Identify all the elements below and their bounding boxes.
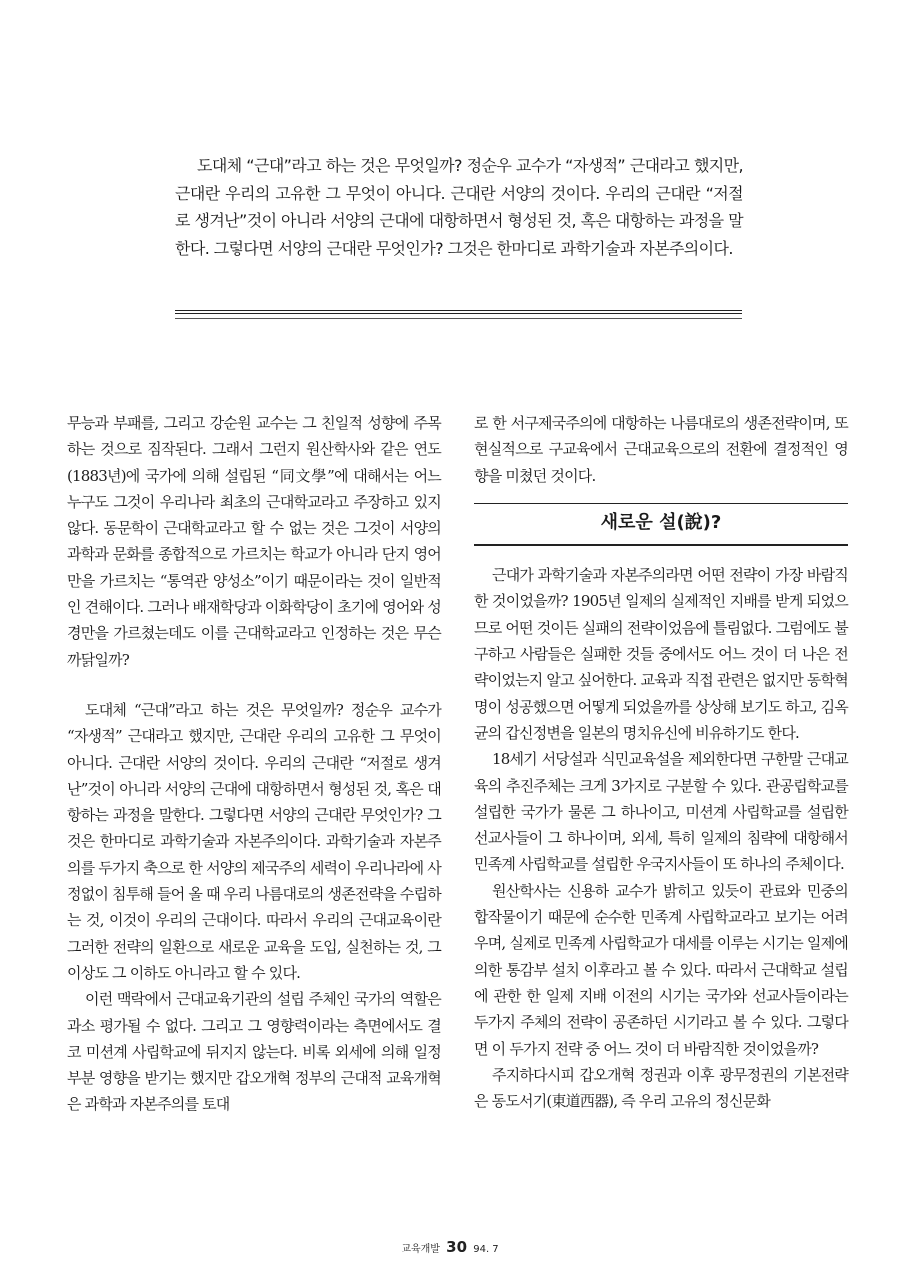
pull-quote-rule-thin	[175, 318, 742, 319]
left-column	[67, 410, 441, 1118]
left-paragraph-2: 도대체 “근대”라고 하는 것은 무엇일까? 정순우 교수가 “자생적” 근대라고 했지만, 근대란 우리의 고유한 그 무엇이 아니다. 근대란 서양의 것이다. 우리의 근대란 “저절로 생겨난”것이 아니라 서양의 근대에 대항하면서 형성된 것, 혹은 대항하는 과정을 말한다. 그렇다면 서양의 근대란 무엇인가? 그것은 한마디로 과학기술과 자본주의이다. 과학기술과 자본주의를 두가지 축으로 한 서양의 제국주의 세력이 우리나라에 사정없이 침투해 들어 올 때 우리 나름대로의 생존전략을 수립하는 것, 이것이 우리의 근대이다. 따라서 우리의 근대교육이란 그러한 전략의 일환으로 새로운 교육을 도입, 실천하는 것, 그 이상도 그 이하도 아니라고 할 수 있다.	[67, 700, 441, 982]
pull-quote-text: 도대체 “근대”라고 하는 것은 무엇일까? 정순우 교수가 “자생적” 근대라고 했지만, 근대란 우리의 고유한 그 무엇이 아니다. 근대란 서양의 것이다. 우리의 근대란 “저절로 생겨난”것이 아니라 서양의 근대에 대항하면서 형성된 것, 혹은 대항하는 과정을 말한다. 그렇다면 서양의 근대란 무엇인가? 그것은 한마디로 과학기술과 자본주의이다.	[175, 156, 743, 258]
page-footer	[0, 1238, 900, 1256]
left-paragraph-1: 무능과 부패를, 그리고 강순원 교수는 그 친일적 성향에 주목하는 것으로 짐작된다. 그래서 그런지 원산학사와 같은 연도(1883년)에 국가에 의해 설립된 “同文學”에 대해서는 어느 누구도 그것이 우리나라 최초의 근대학교라고 주장하고 있지 않다. 동문학이 근대학교라고 할 수 없는 것은 그것이 서양의 과학과 문화를 종합적으로 가르치는 학교가 아니라 단지 영어만을 가르치는 “통역관 양성소”이기 때문이라는 것이 일반적인 견해이다. 그러나 배재학당과 이화학당이 초기에 영어와 성경만을 가르쳤는데도 이를 근대학교라고 인정하는 것은 무슨 까닭일까?	[67, 414, 441, 669]
footer-issue: 94. 7	[473, 1244, 499, 1255]
right-paragraph-continued: 로 한 서구제국주의에 대항하는 나름대로의 생존전략이며, 또 현실적으로 구교육에서 근대교육으로의 전환에 결정적인 영향을 미쳤던 것이다.	[474, 414, 848, 485]
left-paragraph-3: 이런 맥락에서 근대교육기관의 설립 주체인 국가의 역할은 과소 평가될 수 없다. 그리고 그 영향력이라는 측면에서도 결코 미션계 사립학교에 뒤지지 않는다. 비록 외세에 의해 일정부분 영향을 받기는 했지만 갑오개혁 정부의 근대적 교육개혁은 과학과 자본주의를 토대	[67, 990, 441, 1114]
pull-quote	[175, 152, 743, 262]
pull-quote-rule-thick	[175, 310, 742, 314]
right-paragraph-2: 18세기 서당설과 식민교육설을 제외한다면 구한말 근대교육의 추진주체는 크게 3가지로 구분할 수 있다. 관공립학교를 설립한 국가가 물론 그 하나이고, 미션계 사립학교를 설립한 선교사들이 그 하나이며, 외세, 특히 일제의 침략에 대항해서 민족계 사립학교를 설립한 우국지사들이 또 하나의 주체이다.	[474, 750, 848, 874]
footer-page-number: 30	[446, 1238, 468, 1256]
right-paragraph-4: 주지하다시피 갑오개혁 정권과 이후 광무정권의 기본전략은 동도서기(東道西器), 즉 우리 고유의 정신문화	[474, 1065, 848, 1111]
right-paragraph-3: 원산학사는 신용하 교수가 밝히고 있듯이 관료와 민중의 합작물이기 때문에 순수한 민족계 사립학교라고 보기는 어려우며, 실제로 민족계 사립학교가 대세를 이루는 시기는 일제에 의한 통감부 설치 이후라고 볼 수 있다. 따라서 근대학교 설립에 관한 한 일제 지배 이전의 시기는 국가와 선교사들이라는 두가지 주체의 전략이 공존하던 시기라고 볼 수 있다. 그렇다면 이 두가지 전략 중 어느 것이 더 바람직한 것이었을까?	[474, 881, 848, 1058]
section-heading: 새로운 설(說)?	[474, 503, 848, 546]
footer-magazine: 교육개발	[401, 1244, 440, 1255]
paragraph-gap	[67, 673, 441, 697]
right-paragraph-1: 근대가 과학기술과 자본주의라면 어떤 전략이 가장 바람직한 것이었을까? 1905년 일제의 실제적인 지배를 받게 되었으므로 어떤 것이든 실패의 전략이었음에 틀림없다. 그럼에도 불구하고 사람들은 실패한 것들 중에서도 어느 것이 더 나은 전략이었는지 알고 싶어한다. 교육과 직접 관련은 없지만 동학혁명이 성공했으면 어떻게 되었을까를 상상해 보기도 하고, 김옥균의 갑신정변을 일본의 명치유신에 비유하기도 한다.	[474, 566, 848, 742]
right-column	[474, 410, 848, 1114]
